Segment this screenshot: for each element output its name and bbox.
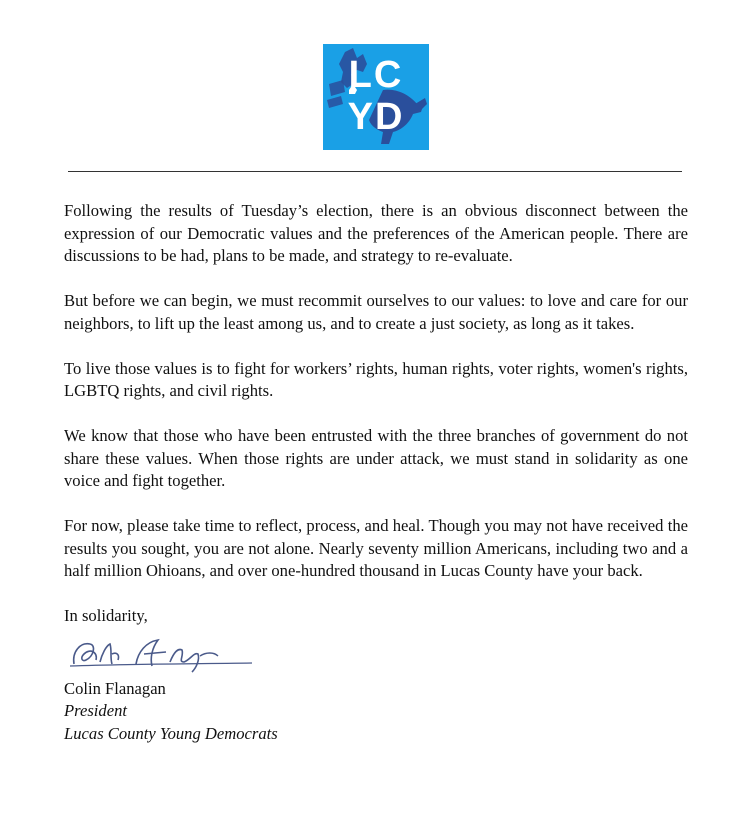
- signer-name: Colin Flanagan: [64, 678, 166, 698]
- lcyd-logo: [323, 44, 429, 150]
- paragraph-3: To live those values is to fight for workers’ rights, human rights, voter rights, women's rights, LGBTQ rights, and civil rights.: [64, 358, 688, 400]
- organization-name: Lucas County Young Democrats: [64, 723, 278, 743]
- logo-text-top: LC: [348, 54, 404, 96]
- header-divider: [68, 171, 682, 172]
- closing-salutation: In solidarity,: [64, 606, 148, 625]
- paragraph-2: But before we can begin, we must recommit ourselves to our values: to love and care for our neighbors, to lift up the least among us, and to create a just society, as long as it takes.: [64, 291, 688, 333]
- signer-title: President: [64, 701, 127, 720]
- paragraph-4: We know that those who have been entrusted with the three branches of government do not share these values. When those rights are under attack, we must stand in solidarity as one voice and fight together.: [64, 426, 688, 490]
- logo-text-bottom: YD: [347, 96, 405, 138]
- letter-body: [64, 200, 688, 745]
- handwritten-signature: [66, 634, 256, 674]
- paragraph-1: Following the results of Tuesday’s election, there is an obvious disconnect between the expression of our Democratic values and the preferences of the American people. There are discussions to be had, plans to be made, and strategy to re-evaluate.: [64, 201, 688, 265]
- signature-block: [64, 678, 688, 746]
- paragraph-5: For now, please take time to reflect, process, and heal. Though you may not have received the results you sought, you are not alone. Nearly seventy million Americans, including two and a half million Ohioans, and over one-hundred thousand in Lucas County have your back.: [64, 516, 688, 580]
